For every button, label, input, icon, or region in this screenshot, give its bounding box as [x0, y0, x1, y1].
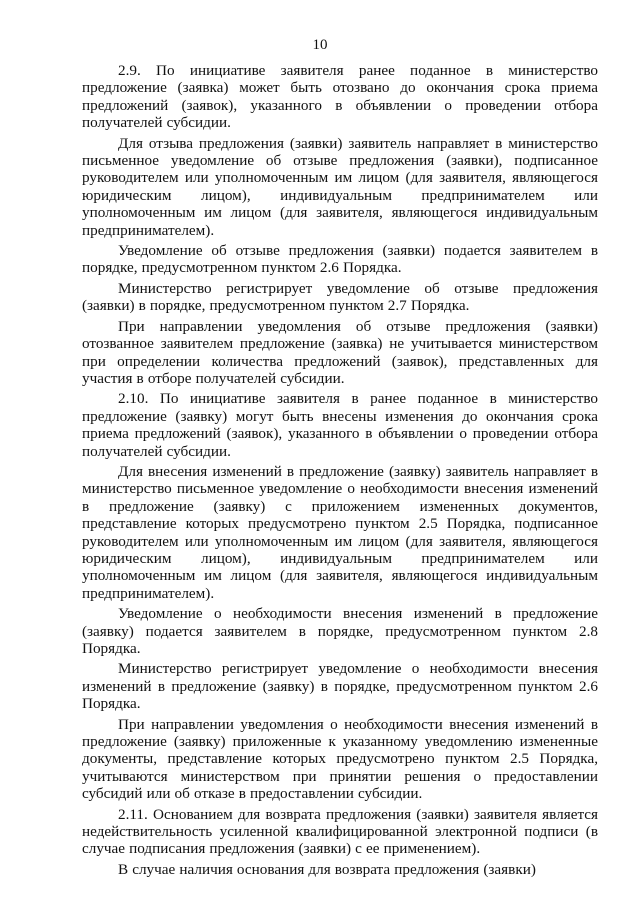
paragraph-changes-registration: Министерство регистрирует уведомление о необходимости внесения изменений в предложение (заявку) в порядке, предусмотренном пунктом 2.6 Порядка. — [82, 660, 598, 713]
paragraph-changes-notice: Для внесения изменений в предложение (заявку) заявитель направляет в министерство письменное уведомление о необходимости внесения изменений в предложение (заявку) с приложением измененных документов, представление которых предусмотрено пунктом 2.5 Порядка, подписанное руководителем или уполномоченным им лицом (для заявителя, являющегося юридическим лицом), индивидуальным предпринимателем или уполномоченным им лицом (для заявителя, являющегося индивидуальным предпринимателем). — [82, 462, 598, 602]
page-number: 10 — [312, 37, 328, 53]
paragraph-withdrawal-registration: Министерство регистрирует уведомление об отзыве предложения (заявки) в порядке, предусмотренном пунктом 2.7 Порядка. — [82, 279, 598, 315]
paragraph-changes-effect: При направлении уведомления о необходимости внесения изменений в предложение (заявку) приложенные к указанному уведомлению измененные документы, представление которых предусмотрено пунктом 2.5 Порядка, учитываются министерством при принятии решения о предоставлении субсидий или об отказе в предоставлении субсидии. — [82, 715, 598, 803]
paragraph-withdrawal-submission: Уведомление об отзыве предложения (заявки) подается заявителем в порядке, предусмотренном пунктом 2.6 Порядка. — [82, 242, 598, 277]
paragraph-return-grounds: В случае наличия основания для возврата предложения (заявки) — [118, 860, 536, 878]
paragraph-2-9: 2.9. По инициативе заявителя ранее поданное в министерство предложение (заявка) может быть отозвано до окончания срока приема предложений (заявок), указанного в объявлении о проведении отбора получателей субсидии. — [82, 62, 598, 132]
paragraph-withdrawal-effect: При направлении уведомления об отзыве предложения (заявки) отозванное заявителем предложение (заявка) не учитывается министерством при определении количества предложений (заявок), представленных для участия в отборе получателей субсидии. — [82, 317, 598, 387]
paragraph-2-10: 2.10. По инициативе заявителя в ранее поданное в министерство предложение (заявку) могут быть внесены изменения до окончания срока приема предложений (заявок), указанного в объявлении о проведении отбора получателей субсидии. — [82, 390, 598, 460]
document-body — [82, 62, 598, 881]
paragraph-2-11: 2.11. Основанием для возврата предложения (заявки) заявителя является недействительность усиленной квалифицированной электронной подписи (в случае подписания предложения (заявки) с ее применением). — [82, 805, 598, 858]
paragraph-withdrawal-notice: Для отзыва предложения (заявки) заявитель направляет в министерство письменное уведомление об отзыве предложения (заявки), подписанное руководителем или уполномоченным им лицом (для заявителя, являющегося юридическим лицом), индивидуальным предпринимателем или уполномоченным им лицом (для заявителя, являющегося индивидуальным предпринимателем). — [82, 134, 598, 239]
paragraph-changes-submission: Уведомление о необходимости внесения изменений в предложение (заявку) подается заявителем в порядке, предусмотренном пунктом 2.8 Порядка. — [82, 605, 598, 657]
